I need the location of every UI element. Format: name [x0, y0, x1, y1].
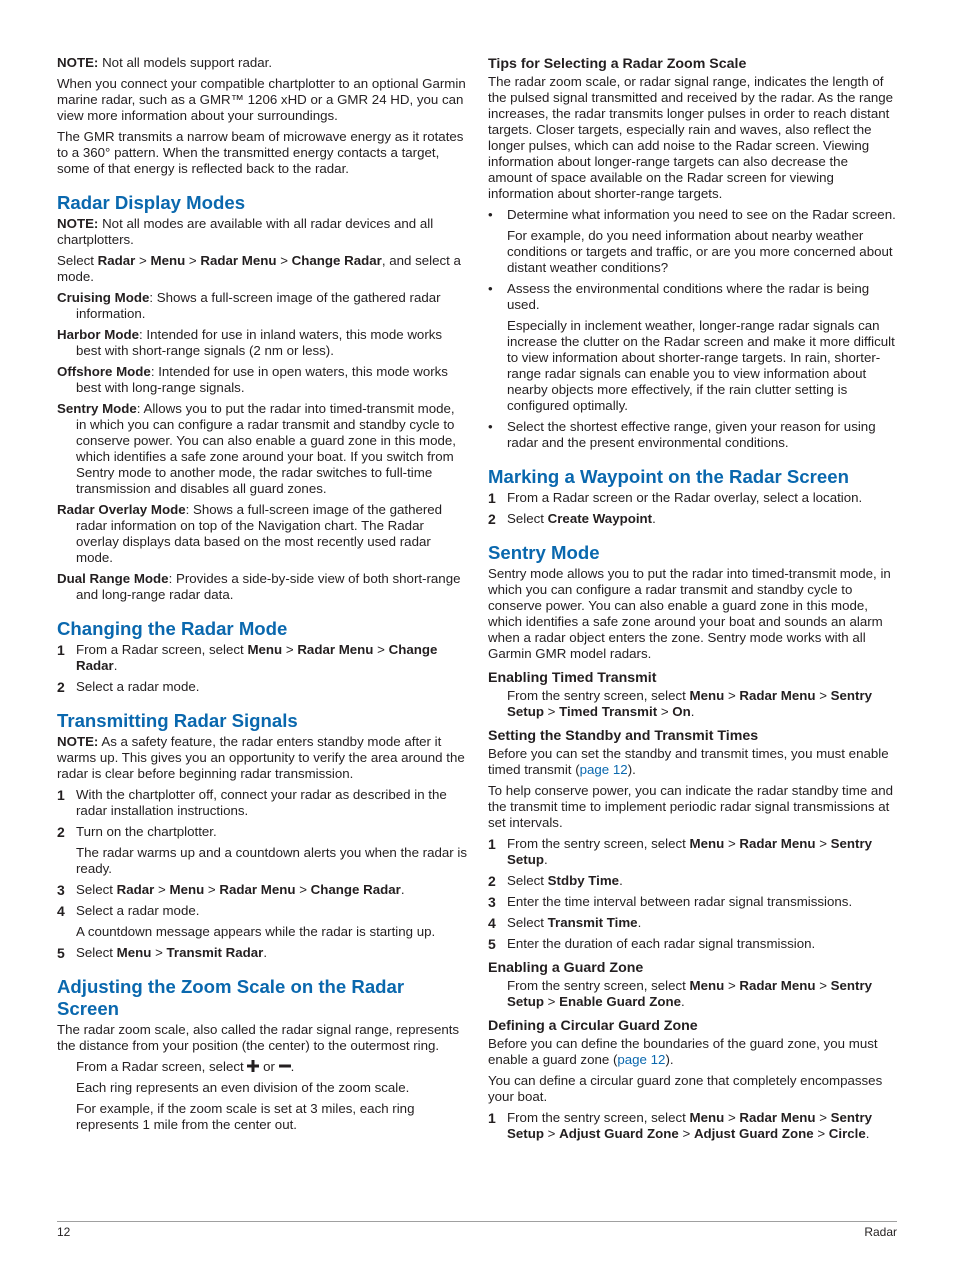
standby-paragraph-2: To help conserve power, you can indicate the radar standby time and the transmit time to implement periodic radar signal transmissions at set intervals. [488, 783, 894, 830]
mode-radar-overlay: Radar Overlay Mode: Shows a full-screen image of the gathered radar information on top of the Navigation chart. The Radar overlay displays data based on the most recently used radar mode. [57, 502, 443, 565]
transmit-step-5: 5 Select Menu > Transmit Radar. [57, 945, 268, 961]
page-number: 12 [57, 1225, 71, 1239]
heading-adjusting-zoom-scale: Adjusting the Zoom Scale on the Radar Screen [57, 976, 405, 1019]
heading-standby-transmit-times: Setting the Standby and Transmit Times [488, 728, 759, 744]
mode-sentry: Sentry Mode: Allows you to put the radar into timed-transmit mode, in which you can configure a radar transmit and standby cycle to conserve power. You can also enable a guard zone in this mode, which identifies a safe zone around your boat. If you switch from Sentry mode to another mode, the radar switches to full-time transmission and disables all guard zones. [57, 401, 456, 496]
heading-changing-radar-mode: Changing the Radar Mode [57, 618, 288, 639]
transmit-step-4: 4 Select a radar mode. [57, 903, 200, 919]
note-models: NOTE: Not all models support radar. [57, 55, 273, 70]
transmit-step-4-note: A countdown message appears while the radar is starting up. [76, 924, 436, 939]
waypoint-step-2: 2 Select Create Waypoint. [488, 511, 656, 527]
heading-transmitting-radar-signals: Transmitting Radar Signals [57, 710, 298, 731]
footer-divider [57, 1221, 897, 1222]
tips-intro: The radar zoom scale, or radar signal range, indicates the length of the pulsed signal transmitted and received by the radar. As the range increases, the radar transmits longer pulses in order to reach distant targets. Closer targets, especially rain and waves, also reflect the longer pulses, which can add noise to the Radar screen. Viewing information about longer-range targets can also decrease the amount of space available on the Radar screen for viewing information about shorter-range targets. [488, 74, 894, 201]
transmit-step-3: 3 Select Radar > Menu > Radar Menu > Change Radar. [57, 882, 405, 898]
section-name: Radar [864, 1225, 897, 1239]
zoom-example: For example, if the zoom scale is set at 3 miles, each ring represents 1 mile from the center out. [76, 1101, 415, 1132]
heading-tips-zoom-scale: Tips for Selecting a Radar Zoom Scale [488, 56, 747, 72]
page-12-link[interactable]: page 12 [579, 762, 628, 777]
plus-icon [247, 1060, 259, 1072]
transmit-step-2: 2 Turn on the chartplotter. [57, 824, 217, 840]
zoom-ring-info: Each ring represents an even division of the zoom scale. [76, 1080, 410, 1095]
heading-circular-guard-zone: Defining a Circular Guard Zone [488, 1018, 698, 1034]
standby-step-2: 2 Select Stdby Time. [488, 873, 623, 889]
heading-radar-display-modes: Radar Display Modes [57, 192, 246, 213]
guard-zone-instruction: From the sentry screen, select Menu > Radar Menu > Sentry Setup > Enable Guard Zone. [507, 978, 873, 1009]
left-column [57, 55, 467, 1138]
zoom-instruction: From a Radar screen, select or . [76, 1059, 295, 1074]
right-column [488, 55, 896, 1147]
mode-cruising: Cruising Mode: Shows a full-screen image of the gathered radar information. [57, 290, 441, 321]
tips-bullet-1: • Determine what information you need to see on the Radar screen. [488, 207, 896, 222]
heading-marking-waypoint: Marking a Waypoint on the Radar Screen [488, 466, 849, 487]
changing-step-1: 1 From a Radar screen, select Menu > Radar Menu > Change Radar. [57, 642, 438, 673]
mode-harbor: Harbor Mode: Intended for use in inland waters, this mode works best with short-range signals (2 nm or less). [57, 327, 443, 358]
sentry-intro: Sentry mode allows you to put the radar into timed-transmit mode, in which you can configure a radar transmit and standby cycle to conserve power. You can also enable a guard zone in this mode, which identifies a safe zone around your boat and sounds an alarm when a radar object enters the zone. Sentry mode works with all Garmin GMR model radars. [488, 566, 891, 661]
transmit-step-2-note: The radar warms up and a countdown alerts you when the radar is ready. [76, 845, 467, 876]
minus-icon [279, 1060, 291, 1072]
tips-bullet-2-note: Especially in inclement weather, longer-range radar signals can increase the clutter on the Radar screen and make it more difficult to view information about shorter-range targets. In rain, shorter-range radar signals can enable you to view information about nearby objects more effectively, if the rain clutter setting is configured optimally. [507, 318, 895, 413]
heading-enabling-guard-zone: Enabling a Guard Zone [488, 960, 644, 976]
standby-step-1: 1 From the sentry screen, select Menu > Radar Menu > Sentry Setup. [488, 836, 873, 867]
note-safety: NOTE: As a safety feature, the radar enters standby mode after it warms up. This gives you an opportunity to verify the area around the radar is clear before beginning radar transmission. [57, 734, 465, 781]
tips-bullet-1-note: For example, do you need information about nearby weather conditions or targets and traffic, or are you more concerned about distant weather conditions? [507, 228, 893, 275]
select-mode-instruction: Select Radar > Menu > Radar Menu > Change Radar, and select a mode. [57, 253, 461, 284]
transmit-step-1: 1 With the chartplotter off, connect your radar as described in the radar installation instructions. [57, 787, 447, 818]
note-modes: NOTE: Not all modes are available with all radar devices and all chartplotters. [57, 216, 434, 247]
standby-step-4: 4 Select Transmit Time. [488, 915, 642, 931]
circular-step-1: 1 From the sentry screen, select Menu > Radar Menu > Sentry Setup > Adjust Guard Zone > Adjust Guard Zone > Circle. [488, 1110, 873, 1141]
changing-step-2: 2 Select a radar mode. [57, 679, 200, 695]
mode-dual-range: Dual Range Mode: Provides a side-by-side view of both short-range and long-range radar data. [57, 571, 461, 602]
tips-bullet-2: • Assess the environmental conditions where the radar is being used. [488, 281, 870, 312]
waypoint-step-1: 1 From a Radar screen or the Radar overlay, select a location. [488, 490, 863, 506]
page-12-link[interactable]: page 12 [617, 1052, 666, 1067]
circular-paragraph-1: Before you can define the boundaries of the guard zone, you must enable a guard zone (page 12). [488, 1036, 878, 1067]
intro-paragraph-1: When you connect your compatible chartplotter to an optional Garmin marine radar, such as a GMR™ 1206 xHD or a GMR 24 HD, you can view more information about your surroundings. [57, 76, 466, 123]
intro-paragraph-2: The GMR transmits a narrow beam of microwave energy as it rotates to a 360° pattern. When the transmitted energy contacts a target, some of that energy is reflected back to the radar. [57, 129, 464, 176]
standby-paragraph-1: Before you can set the standby and transmit times, you must enable timed transmit (page 12). [488, 746, 889, 777]
tips-bullet-3: • Select the shortest effective range, given your reason for using radar and the present environmental conditions. [488, 419, 876, 450]
standby-step-5: 5 Enter the duration of each radar signal transmission. [488, 936, 816, 952]
timed-transmit-instruction: From the sentry screen, select Menu > Radar Menu > Sentry Setup > Timed Transmit > On. [507, 688, 873, 719]
mode-offshore: Offshore Mode: Intended for use in open waters, this mode works best with long-range signals. [57, 364, 448, 395]
standby-step-3: 3 Enter the time interval between radar signal transmissions. [488, 894, 853, 910]
heading-enabling-timed-transmit: Enabling Timed Transmit [488, 670, 657, 686]
heading-sentry-mode: Sentry Mode [488, 542, 600, 563]
circular-paragraph-2: You can define a circular guard zone that completely encompasses your boat. [488, 1073, 883, 1104]
zoom-intro: The radar zoom scale, also called the radar signal range, represents the distance from your position (the center) to the outermost ring. [57, 1022, 460, 1053]
